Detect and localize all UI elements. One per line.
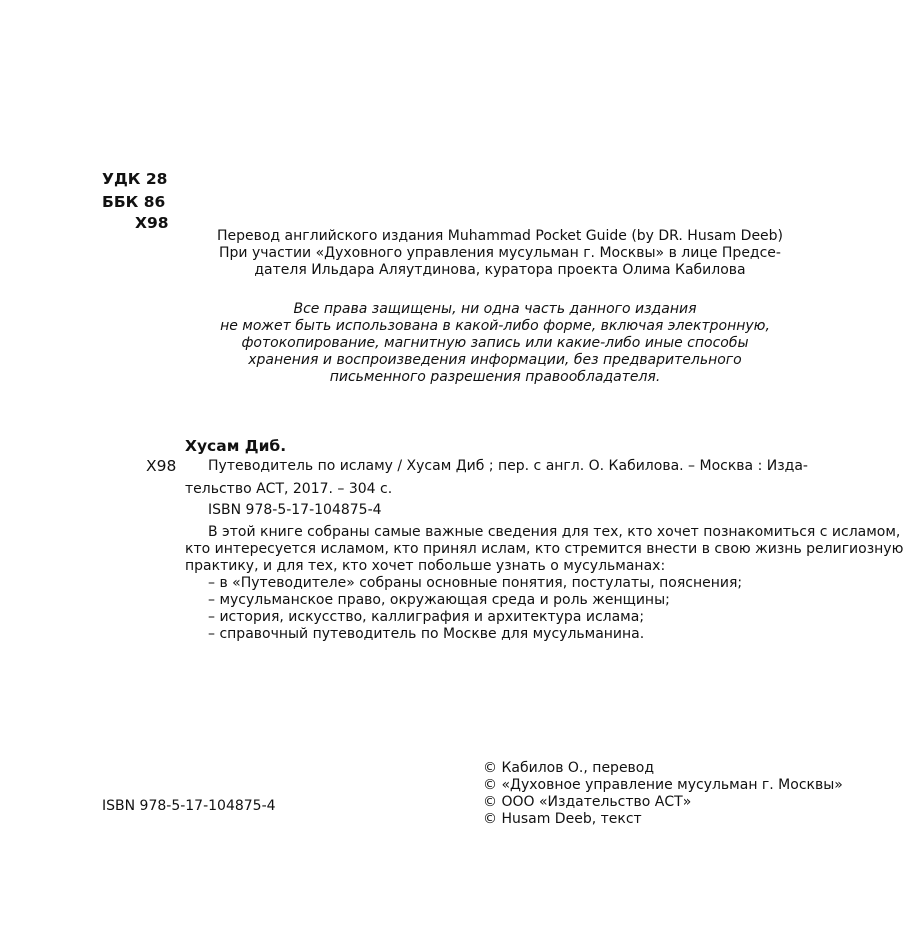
rights-notice-line: фотокопирование, магнитную запись или какие-либо иные способы: [241, 335, 749, 351]
catalog-author-mark: Х98: [146, 457, 177, 475]
rights-notice-line: Все права защищены, ни одна часть данного издания: [293, 301, 697, 317]
rights-notice-line: письменного разрешения правообладателя.: [329, 369, 661, 385]
bbk-code: ББК 86: [102, 193, 166, 211]
translation-note-line: дателя Ильдара Аляутдинова, куратора проекта Олима Кабилова: [254, 262, 746, 278]
translation-note-line: Перевод английского издания Muhammad Pocket Guide (by DR. Husam Deeb): [216, 228, 784, 244]
catalog-isbn: ISBN 978-5-17-104875-4: [208, 502, 382, 518]
annotation-line: – справочный путеводитель по Москве для мусульманина.: [208, 626, 645, 642]
rights-notice-line: не может быть использована в какой-либо форме, включая электронную,: [220, 318, 770, 334]
udk-code: УДК 28: [102, 170, 168, 188]
catalog-author-heading: Хусам Диб.: [185, 437, 287, 455]
catalog-title-line: Путеводитель по исламу / Хусам Диб ; пер. с англ. О. Кабилова. – Москва : Изда-: [208, 458, 808, 474]
translation-note: [200, 228, 800, 279]
translation-note-line: При участии «Духовного управления мусульман г. Москвы» в лице Предсе-: [219, 245, 781, 261]
annotation-line: – в «Путеводителе» собраны основные понятия, постулаты, пояснения;: [208, 575, 743, 591]
footer-isbn: ISBN 978-5-17-104875-4: [102, 798, 276, 814]
author-mark: Х98: [135, 214, 169, 232]
catalog-title-line: тельство АСТ, 2017. – 304 с.: [185, 481, 393, 497]
annotation-line: практику, и для тех, кто хочет побольше узнать о мусульманах:: [185, 558, 666, 574]
copyright-line: © «Духовное управление мусульман г. Москвы»: [483, 777, 843, 793]
copyright-line: © Husam Deeb, текст: [483, 811, 642, 827]
annotation-line: – мусульманское право, окружающая среда и роль женщины;: [208, 592, 670, 608]
copyright-line: © Кабилов О., перевод: [483, 760, 655, 776]
annotation-line: – история, искусство, каллиграфия и архитектура ислама;: [208, 609, 645, 625]
annotation-line: кто интересуется исламом, кто принял ислам, кто стремится внести в свою жизнь религиозную: [185, 541, 904, 557]
rights-notice: [205, 301, 785, 386]
annotation-line: В этой книге собраны самые важные сведения для тех, кто хочет познакомиться с исламом,: [208, 524, 901, 540]
copyright-line: © ООО «Издательство АСТ»: [483, 794, 692, 810]
rights-notice-line: хранения и воспроизведения информации, без предварительного: [248, 352, 742, 368]
